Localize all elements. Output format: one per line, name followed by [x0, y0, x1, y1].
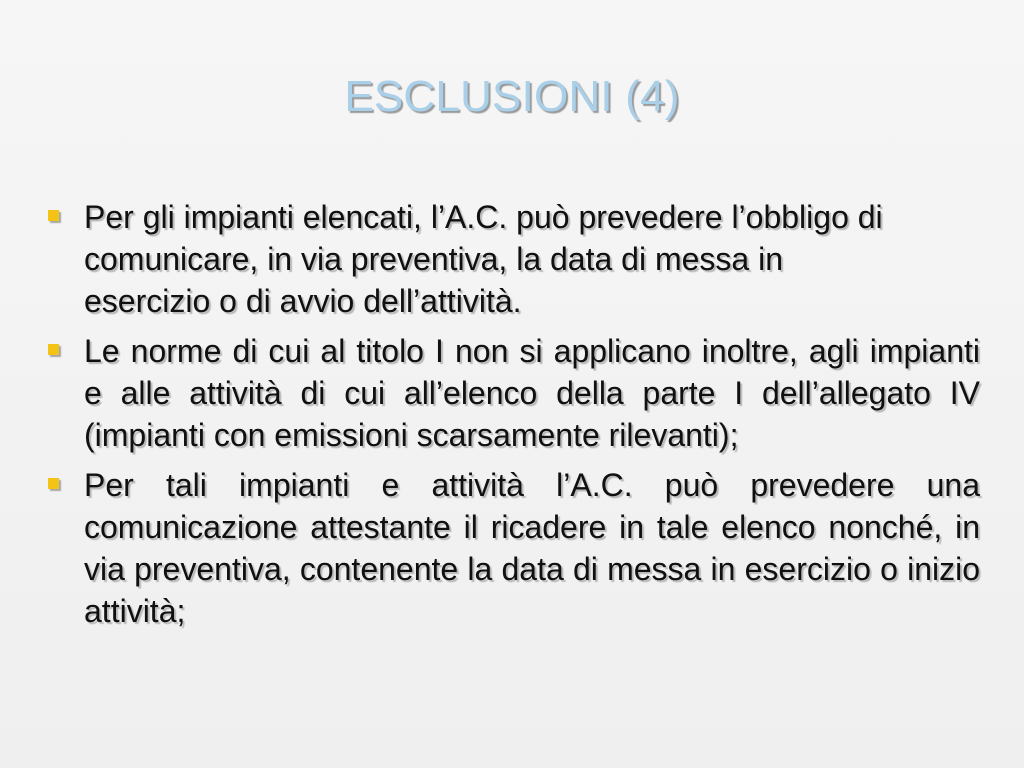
bullet-item-3 — [44, 464, 980, 632]
square-bullet-icon — [48, 210, 59, 221]
bullet-item-2 — [44, 330, 980, 456]
square-bullet-icon — [48, 478, 59, 489]
bullet-text: Per tali impianti e attività l’A.C. può prevedere una comunicazione attestante il ricadere in tale elenco nonché, in via preventiva, contenente la data di messa in esercizio o inizio attività; — [84, 467, 980, 629]
bullet-item-1 — [44, 196, 909, 322]
slide-title: ESCLUSIONI (4) — [344, 72, 680, 121]
bullet-list — [44, 196, 980, 640]
bullet-text: Le norme di cui al titolo I non si applicano inoltre, agli impianti e alle attività di cui all’elenco della parte I dell’allegato IV (impianti con emissioni scarsamente rilevanti); — [84, 333, 980, 453]
square-bullet-icon — [48, 344, 59, 355]
bullet-text: Per gli impianti elencati, l’A.C. può prevedere l’obbligo di comunicare, in via preventiva, la data di messa in esercizio o di avvio dell’attività. — [84, 199, 883, 319]
